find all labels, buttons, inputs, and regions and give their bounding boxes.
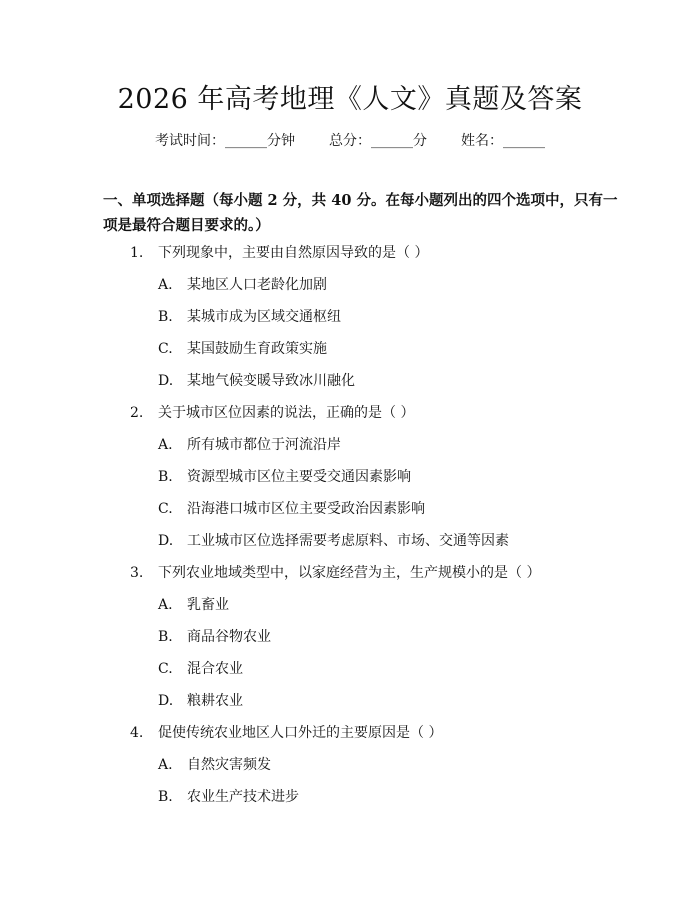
option-text: 粮耕农业 bbox=[187, 693, 243, 709]
option-text: 某地气候变暖导致冰川融化 bbox=[187, 373, 355, 389]
student-name-field: 姓名：______ bbox=[461, 133, 545, 149]
option-letter: B. bbox=[158, 469, 173, 485]
option-text: 乳畜业 bbox=[187, 597, 229, 613]
exam-time-field: 考试时间：______分钟 bbox=[155, 133, 295, 149]
option-letter: C. bbox=[158, 341, 173, 357]
question-text: 下列农业地域类型中，以家庭经营为主，生产规模小的是（ ） bbox=[158, 565, 541, 581]
option-text: 所有城市都位于河流沿岸 bbox=[187, 437, 341, 453]
option-text: 资源型城市区位主要受交通因素影响 bbox=[187, 469, 411, 485]
option-letter: A. bbox=[158, 597, 173, 613]
option-text: 某地区人口老龄化加剧 bbox=[187, 277, 327, 293]
option-letter: D. bbox=[158, 693, 174, 709]
page-title: 2026 年高考地理《人文》真题及答案 bbox=[117, 84, 583, 115]
option-text: 农业生产技术进步 bbox=[187, 789, 299, 805]
option-letter: B. bbox=[158, 789, 173, 805]
option-letter: D. bbox=[158, 533, 174, 549]
option-letter: B. bbox=[158, 309, 173, 325]
question-number: 4. bbox=[130, 725, 144, 741]
question-number: 3. bbox=[130, 565, 144, 581]
option-letter: B. bbox=[158, 629, 173, 645]
question-number: 2. bbox=[130, 405, 144, 421]
option-letter: A. bbox=[158, 437, 173, 453]
option-text: 某城市成为区域交通枢纽 bbox=[187, 309, 341, 325]
option-letter: C. bbox=[158, 501, 173, 517]
option-letter: C. bbox=[158, 661, 173, 677]
option-letter: D. bbox=[158, 373, 174, 389]
option-text: 沿海港口城市区位主要受政治因素影响 bbox=[187, 501, 425, 517]
question-text: 促使传统农业地区人口外迁的主要原因是（ ） bbox=[158, 725, 443, 741]
total-score-field: 总分：______分 bbox=[329, 133, 427, 149]
option-text: 商品谷物农业 bbox=[187, 629, 271, 645]
question-number: 1. bbox=[130, 245, 144, 261]
option-text: 工业城市区位选择需要考虑原料、市场、交通等因素 bbox=[187, 533, 509, 549]
option-text: 某国鼓励生育政策实施 bbox=[187, 341, 327, 357]
section-heading: 一、单项选择题（每小题 2 分，共 40 分。在每小题列出的四个选项中，只有一项是最符合题目要求的。） bbox=[103, 192, 618, 234]
question-text: 关于城市区位因素的说法，正确的是（ ） bbox=[158, 405, 415, 421]
option-letter: A. bbox=[158, 277, 173, 293]
option-text: 混合农业 bbox=[187, 661, 243, 677]
option-letter: A. bbox=[158, 757, 173, 773]
question-text: 下列现象中，主要由自然原因导致的是（ ） bbox=[158, 245, 429, 261]
exam-info bbox=[0, 131, 700, 151]
option-text: 自然灾害频发 bbox=[187, 757, 271, 773]
